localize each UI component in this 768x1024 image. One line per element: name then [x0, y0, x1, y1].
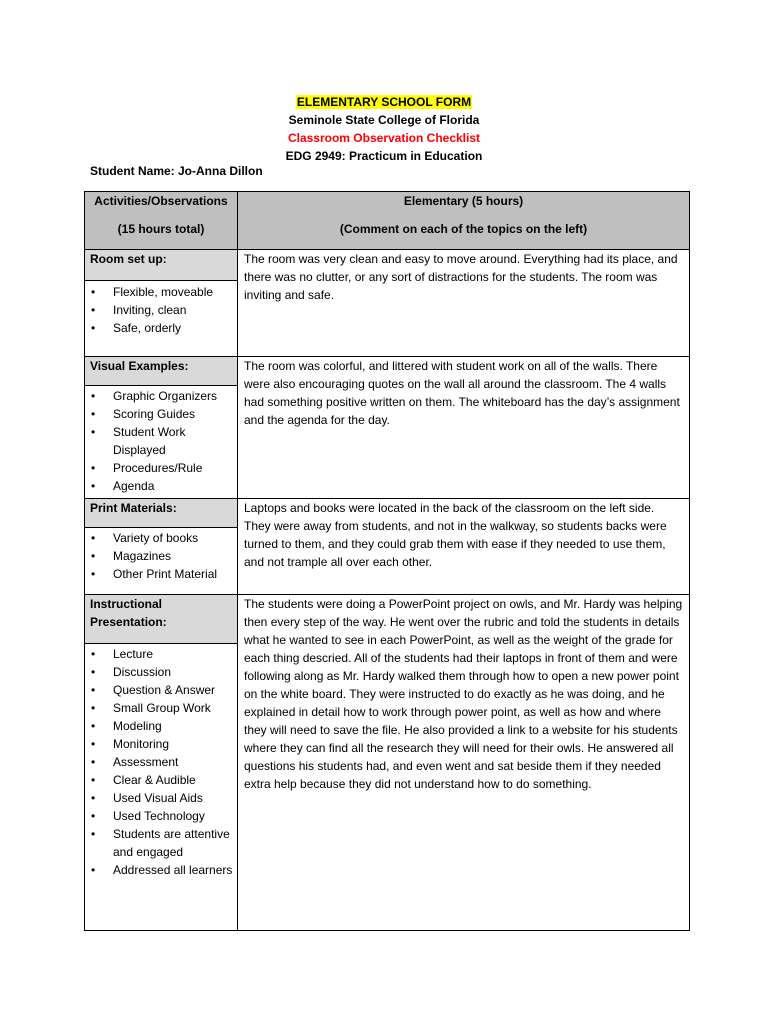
college-name: Seminole State College of Florida: [288, 113, 480, 127]
list-item: • Students are attentive and engaged: [113, 825, 233, 861]
items-cell: [85, 386, 238, 499]
table-header-row: [85, 192, 690, 250]
list-item: • Other Print Material: [113, 565, 233, 583]
student-name: Student Name: Jo-Anna Dillon: [90, 164, 263, 178]
header-elementary: [238, 192, 690, 250]
list-item: • Small Group Work: [113, 699, 233, 717]
list-item: • Inviting, clean: [113, 301, 233, 319]
list-item: • Clear & Audible: [113, 771, 233, 789]
list-item: • Agenda: [113, 477, 233, 495]
items-list: [85, 283, 237, 337]
category-label: Print Materials:: [85, 499, 238, 528]
list-item: • Procedures/Rule: [113, 459, 233, 477]
comment-cell: Laptops and books were located in the back of the classroom on the left side. They were away from students, and not in the walkway, so students backs were turned to them, and they could grab them with ease if they needed to use them, and not trample all over each other.: [238, 499, 690, 595]
list-item: • Used Visual Aids: [113, 789, 233, 807]
comment-cell: The room was colorful, and littered with student work on all of the walls. There were also encouraging quotes on the wall all around the classroom. The 4 walls had something positive written on them. The whiteboard has the day’s assignment and the agenda for the day.: [238, 357, 690, 499]
list-item: • Addressed all learners: [113, 861, 233, 879]
list-item: • Monitoring: [113, 735, 233, 753]
list-item: • Question & Answer: [113, 681, 233, 699]
course-title: EDG 2949: Practicum in Education: [285, 149, 483, 163]
list-item: • Modeling: [113, 717, 233, 735]
list-item: • Safe, orderly: [113, 319, 233, 337]
items-list: [85, 645, 237, 879]
form-title: ELEMENTARY SCHOOL FORM: [296, 95, 472, 109]
header-activities-hours: (15 hours total): [117, 222, 205, 236]
checklist-title: Classroom Observation Checklist: [287, 131, 481, 145]
items-list: [85, 529, 237, 583]
items-list: [85, 387, 237, 495]
header-elementary-title: Elementary (5 hours): [403, 194, 524, 208]
category-label: Room set up:: [85, 250, 238, 281]
list-item: • Lecture: [113, 645, 233, 663]
category-label: Instructional Presentation:: [85, 595, 238, 644]
list-item: • Scoring Guides: [113, 405, 233, 423]
section-instructional-presentation-header: [85, 595, 690, 644]
items-cell: [85, 528, 238, 595]
items-cell: [85, 644, 238, 931]
items-cell: [85, 281, 238, 357]
list-item: • Assessment: [113, 753, 233, 771]
header-activities: [85, 192, 238, 250]
list-item: • Variety of books: [113, 529, 233, 547]
form-header: [0, 93, 768, 165]
list-item: • Graphic Organizers: [113, 387, 233, 405]
list-item: • Student Work Displayed: [113, 423, 233, 459]
category-label: Visual Examples:: [85, 357, 238, 386]
observation-table: [84, 191, 690, 931]
comment-cell: The room was very clean and easy to move around. Everything had its place, and there was no clutter, or any sort of distractions for the students. The room was inviting and safe.: [238, 250, 690, 357]
list-item: • Discussion: [113, 663, 233, 681]
comment-cell: The students were doing a PowerPoint project on owls, and Mr. Hardy was helping then every step of the way. He went over the rubric and told the students in details what he wanted to see in each PowerPoint, as well as the weight of the grade for each thing descried. All of the students had their laptops in front of them and were following along as Mr. Hardy walked them through how to open a new power point on the white board. They were instructed to do exactly as he was doing, and he explained in detail how to work through power point, as well as how and where they will need to save the file. He also provided a link to a website for his students where they can find all the research they will need for their owls. He answered all questions his students had, and even went and sat beside them if they needed extra help because they did not understand how to do something.: [238, 595, 690, 931]
section-print-materials-header: [85, 499, 690, 528]
header-elementary-note: (Comment on each of the topics on the left): [339, 222, 588, 236]
header-activities-title: Activities/Observations: [94, 194, 228, 208]
section-room-setup-header: [85, 250, 690, 281]
list-item: • Used Technology: [113, 807, 233, 825]
list-item: • Flexible, moveable: [113, 283, 233, 301]
list-item: • Magazines: [113, 547, 233, 565]
section-visual-examples-header: [85, 357, 690, 386]
